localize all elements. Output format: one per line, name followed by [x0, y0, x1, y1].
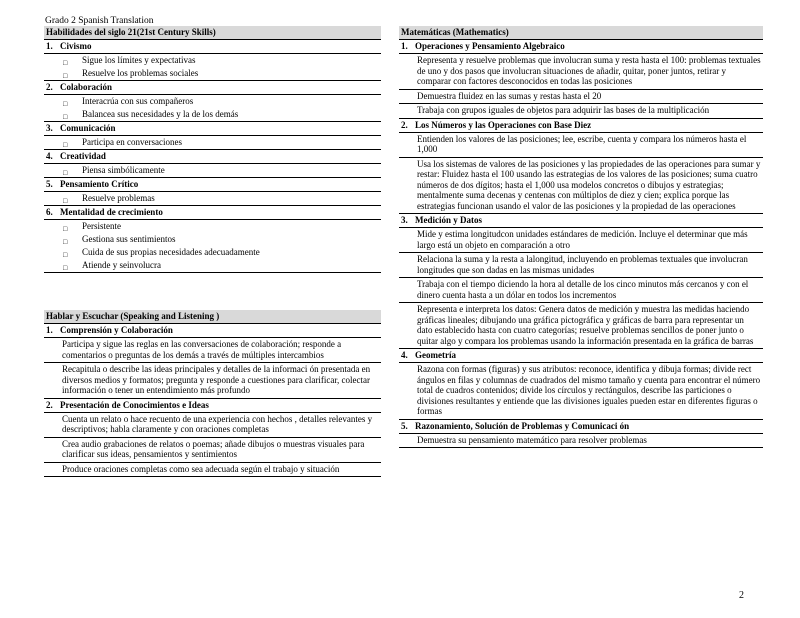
section-paragraph: Crea audio grabaciones de relatos o poemas; añade dibujos o muestras visuales para clarificar sus ideas, pensamientos y sentimientos [44, 438, 381, 463]
checkbox-icon: □ [63, 169, 68, 177]
section-title: Colaboración [60, 82, 113, 92]
section-heading [399, 214, 763, 228]
section-heading [44, 81, 381, 95]
section-heading [44, 40, 381, 54]
skill-item-text: Persistente [82, 221, 121, 231]
left-column [44, 26, 381, 477]
section-heading [399, 420, 763, 434]
section-number: 3. [46, 123, 53, 133]
section-number: 5. [46, 179, 53, 189]
section-paragraph: Recapitula o describe las ideas principales y detalles de la informaci ón presentada en diversos medios y formatos; pregunta y responde a cuestiones para clarificar, colectar información o tener un entendimiento más profundo [44, 363, 381, 399]
section-number: 1. [46, 41, 53, 51]
skill-item-text: Resuelve problemas [82, 193, 155, 203]
section-number: 1. [46, 325, 53, 335]
section-heading [399, 40, 763, 54]
checkbox-icon: □ [63, 141, 68, 149]
section-title: Comunicación [60, 123, 116, 133]
skill-item [44, 164, 381, 178]
skill-item-text: Piensa simbólicamente [82, 165, 165, 175]
section-paragraph: Representa e interpreta los datos: Genera datos de medición y muestra las medidas haciendo gráficas lineales; dibujando una gráfica pictográfica y gráficas de barra para representar un dato establecido hasta con cuatro categorías; resuelve problemas sencillos de poner junto o quitar algo y compara los problemas usando la información presentada en la gráfica de barras [399, 303, 763, 349]
section-paragraph: Representa y resuelve problemas que involucran suma y resta hasta el 100: problemas textuales de uno y dos pasos que involucran situaciones de añadir, quitar, poner juntos, retirar y comparar con factores desconocidos en todas las posiciones [399, 54, 763, 90]
checkbox-icon: □ [63, 100, 68, 108]
checkbox-icon: □ [63, 72, 68, 80]
section-number: 2. [46, 82, 53, 92]
section-number: 2. [46, 399, 53, 410]
section-paragraph: Demuestra su pensamiento matemático para resolver problemas [399, 434, 763, 449]
skill-item [44, 192, 381, 206]
skill-item [44, 246, 381, 259]
skill-item-text: Gestiona sus sentimientos [82, 234, 176, 244]
section-heading [399, 349, 763, 363]
section-number: 3. [401, 215, 408, 225]
section-paragraph: Trabaja con el tiempo diciendo la hora al detalle de los cinco minutos más cercanos y con el dinero cuenta hasta a un dólar en todos los incrementos [399, 278, 763, 303]
section-title: Presentación de Conocimientos e Ideas [60, 399, 209, 410]
section-heading [44, 122, 381, 136]
skill-item-text: Cuida de sus propias necesidades adecuadamente [82, 247, 260, 257]
skill-item [44, 67, 381, 81]
section-paragraph: Relaciona la suma y la resta a lalongitud, incluyendo en problemas textuales que involucran longitudes que son dadas en las mismas unidades [399, 253, 763, 278]
section-title: Mentalidad de crecimiento [60, 207, 163, 217]
skill-item [44, 54, 381, 67]
section-heading [44, 324, 381, 338]
skill-item [44, 220, 381, 233]
skill-item [44, 259, 381, 273]
checkbox-icon: □ [63, 225, 68, 233]
section-number: 1. [401, 41, 408, 51]
section-paragraph: Cuenta un relato o hace recuento de una experiencia con hechos , detalles relevantes y descriptivos; habla claramente y con oraciones completas [44, 413, 381, 438]
section-title: Operaciones y Pensamiento Algebraico [415, 41, 565, 51]
section-title: Los Números y las Operaciones con Base Diez [415, 119, 592, 130]
section-title: Comprensión y Colaboración [60, 325, 173, 335]
section-paragraph: Razona con formas (figuras) y sus atributos: reconoce, identifica y dibuja formas; divide rect ángulos en filas y columnas de cuadrados del mismo tamaño y cuenta para encontrar el número total de cuadros contenidos; divide los círculos y rectángulos, describe las particiones o divisiones resultantes y entiende que las divisiones iguales pueden estar en diferentes figuras o formas [399, 363, 763, 420]
skill-item-text: Atiende y seinvolucra [82, 260, 161, 270]
section-number: 5. [401, 420, 408, 431]
skill-item [44, 233, 381, 246]
page-number: 2 [739, 589, 744, 601]
skill-item [44, 108, 381, 122]
column-gap [44, 273, 381, 310]
section-paragraph: Usa los sistemas de valores de las posiciones y las propiedades de las operaciones para sumar y restar: Fluidez hasta el 100 usando las estrategias de los valores de las posiciones; suma cuatro números de dos dígitos; hasta el 1,000 usa modelos concretos o dibujos y estrategias; mentalmente suma decenas y centenas con múltiplos de diez y cien; explica porque las estrategias funcionan usando el valor de las posiciones y la propiedad de las operaciones [399, 158, 763, 215]
checkbox-icon: □ [63, 238, 68, 246]
section-title: Medición y Datos [415, 215, 482, 225]
right-column [399, 26, 763, 448]
checkbox-icon: □ [63, 113, 68, 121]
section-paragraph: Mide y estima longitudcon unidades estándares de medición. Incluye el determinar que más largo está un objeto en comparación a otro [399, 228, 763, 253]
skill-item-text: Resuelve los problemas sociales [82, 68, 199, 78]
checkbox-icon: □ [63, 251, 68, 259]
skills-list [44, 40, 381, 273]
section-heading [44, 178, 381, 192]
section-title: Pensamiento Crítico [60, 179, 139, 189]
section-paragraph: Trabaja con grupos iguales de objetos para adquirir las bases de la multiplicación [399, 104, 763, 119]
skill-item-text: Sigue los límites y expectativas [82, 55, 196, 65]
skills-header: Habilidades del siglo 21(21st Century Skills) [44, 26, 381, 40]
section-paragraph: Demuestra fluidez en las sumas y restas hasta el 20 [399, 90, 763, 105]
math-header: Matemáticas (Mathematics) [399, 26, 763, 40]
checkbox-icon: □ [63, 197, 68, 205]
section-number: 6. [46, 207, 53, 217]
section-number: 2. [401, 119, 408, 130]
section-heading [44, 150, 381, 164]
speaking-list [44, 324, 381, 477]
section-paragraph: Entienden los valores de las posiciones; lee, escribe, cuenta y compara los números hasta el 1,000 [399, 133, 763, 158]
section-heading [44, 206, 381, 220]
skill-item [44, 95, 381, 108]
skill-item [44, 136, 381, 150]
section-title: Geometría [415, 350, 456, 360]
section-title: Razonamiento, Solución de Problemas y Comunicaci ón [415, 420, 630, 431]
section-paragraph: Produce oraciones completas como sea adecuada según el trabajo y situación [44, 463, 381, 478]
checkbox-icon: □ [63, 59, 68, 67]
skill-item-text: Interacrúa con sus compañeros [82, 96, 194, 106]
section-title: Creatividad [60, 151, 106, 161]
section-heading [399, 119, 763, 133]
section-number: 4. [46, 151, 53, 161]
section-heading [44, 399, 381, 413]
section-paragraph: Participa y sigue las reglas en las conversaciones de colaboración; responde a comentarios o preguntas de los demás a través de múltiples intercambios [44, 338, 381, 363]
speaking-header: Hablar y Escuchar (Speaking and Listening ) [44, 310, 381, 324]
skill-item-text: Balancea sus necesidades y la de los demás [82, 109, 239, 119]
math-list [399, 40, 763, 448]
document-title: Grado 2 Spanish Translation [45, 16, 154, 26]
section-title: Civismo [60, 41, 92, 51]
section-number: 4. [401, 350, 408, 360]
checkbox-icon: □ [63, 264, 68, 272]
skill-item-text: Participa en conversaciones [82, 137, 182, 147]
